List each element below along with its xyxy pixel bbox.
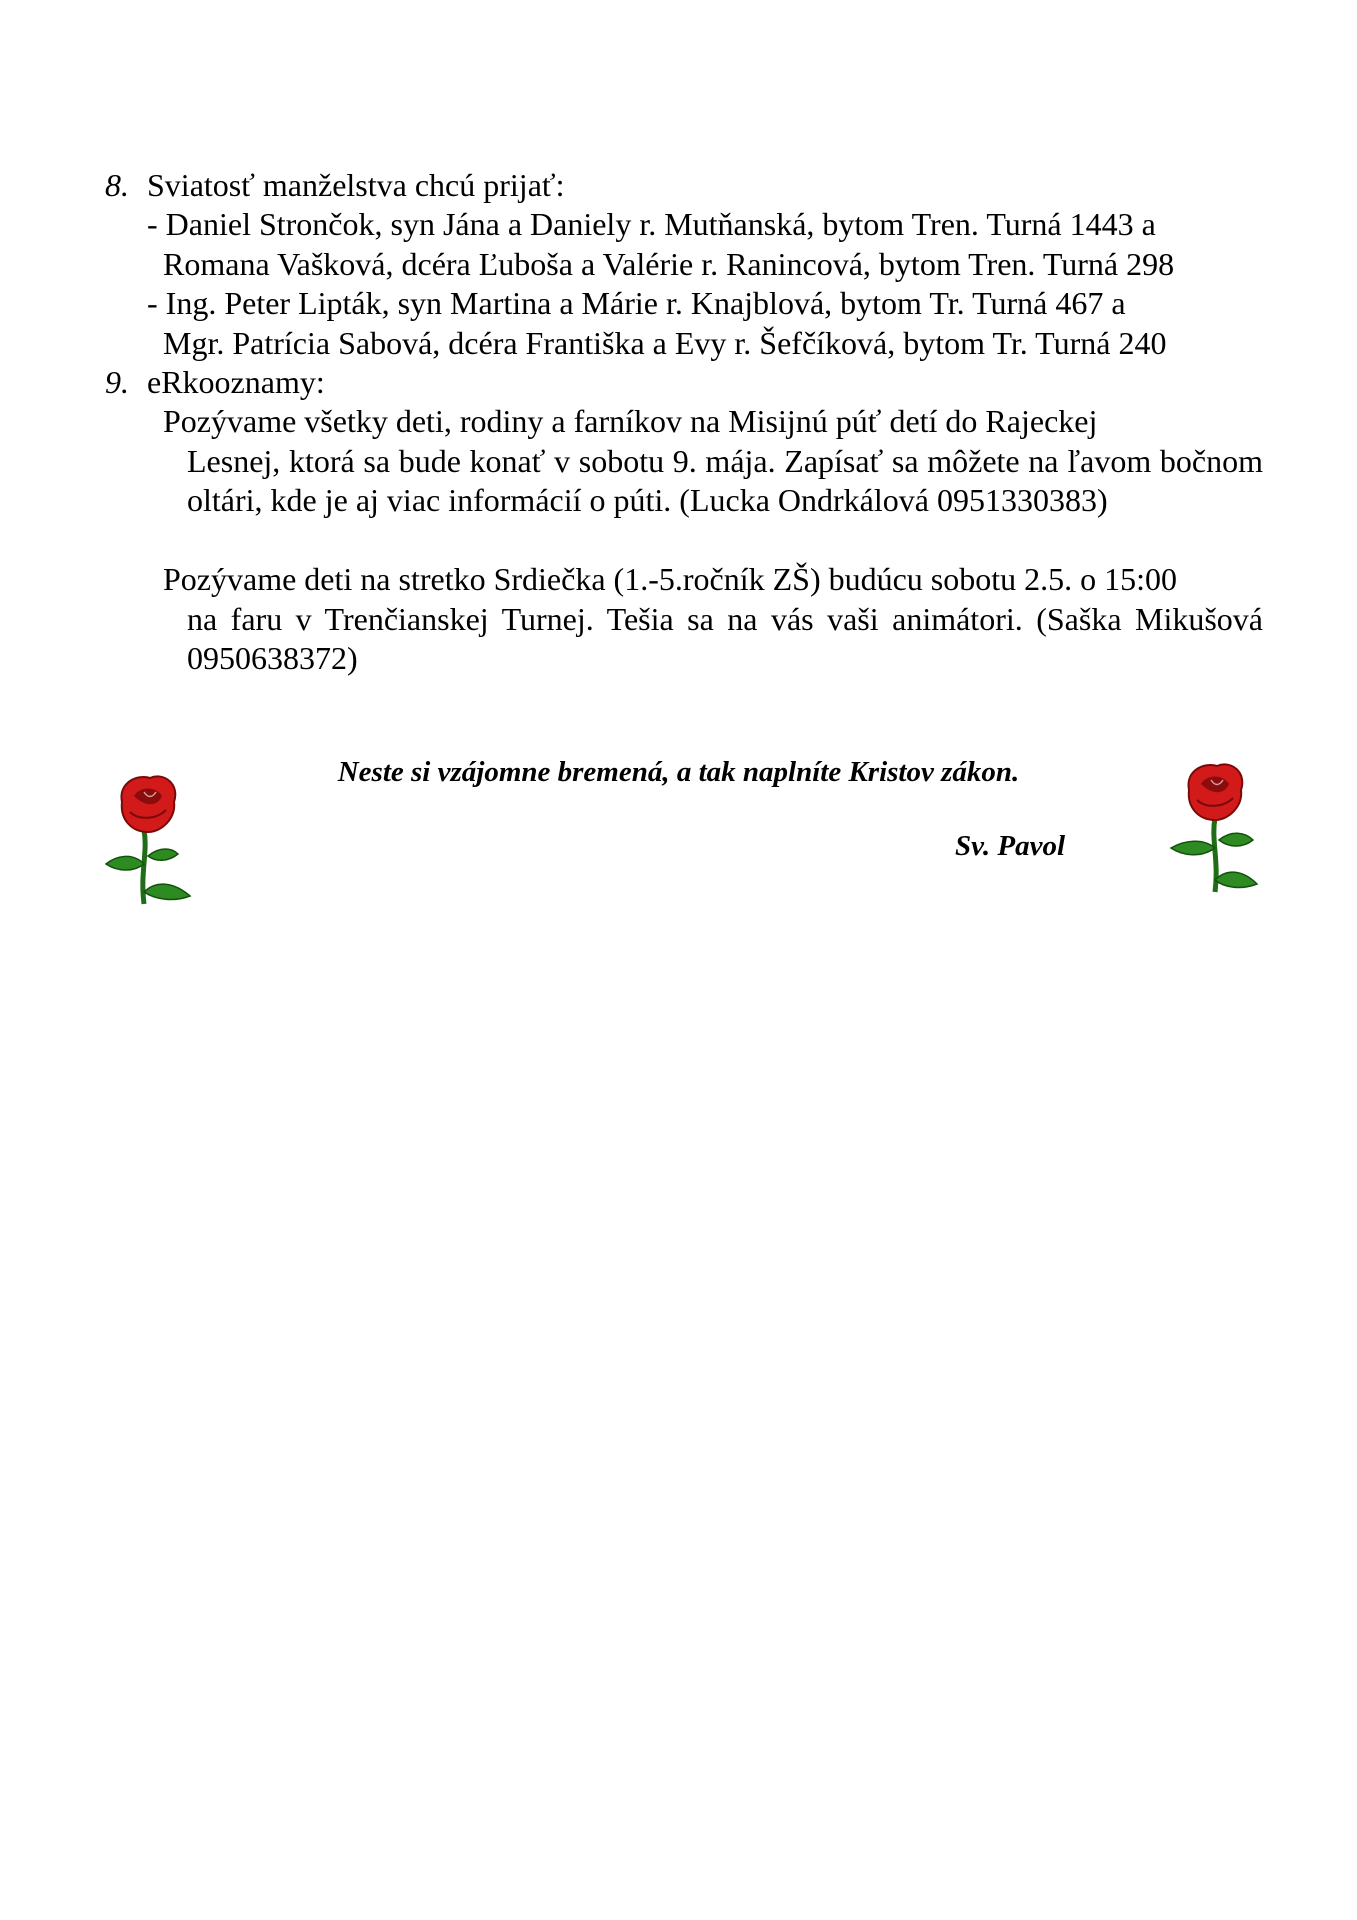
marriage-line-2: Romana Vašková, dcéra Ľuboša a Valérie r. Ranincová, bytom Tren. Turná 298: [163, 246, 1175, 282]
item-9-number: 9.: [105, 364, 129, 400]
item-8-number: 8.: [105, 167, 129, 203]
item-8-title: Sviatosť manželstva chcú prijať:: [147, 167, 565, 203]
marriage-line-1: - Daniel Strončok, syn Jána a Daniely r. Mutňanská, bytom Tren. Turná 1443 a: [147, 206, 1156, 242]
marriage-line-3: - Ing. Peter Lipták, syn Martina a Márie r. Knajblová, bytom Tr. Turná 467 a: [147, 285, 1126, 321]
announcement-paragraph: [163, 402, 1263, 521]
quote-author: Sv. Pavol: [955, 830, 1066, 862]
marriage-line-4: Mgr. Patrícia Sabová, dcéra Františka a Evy r. Šefčíková, bytom Tr. Turná 240: [163, 325, 1167, 361]
announcement-paragraph: [163, 560, 1263, 679]
rose-icon: [104, 772, 200, 910]
announcement-continuation: na faru v Trenčianskej Turnej. Tešia sa na vás vaši animátori. (Saška Mikušová 0950638372): [187, 600, 1263, 676]
item-9-heading: [105, 363, 325, 403]
announcement-first-line: Pozývame deti na stretko Srdiečka (1.-5.ročník ZŠ) budúcu sobotu 2.5. o 15:00: [163, 561, 1178, 597]
rose-icon: [1165, 760, 1261, 898]
item-9-title: eRkooznamy:: [147, 364, 325, 400]
closing-quote: Neste si vzájomne bremená, a tak naplníte Kristov zákon.: [337, 756, 1020, 788]
item-8-heading: [105, 166, 564, 206]
announcement-continuation: Lesnej, ktorá sa bude konať v sobotu 9. mája. Zapísať sa môžete na ľavom bočnom oltári, kde je aj viac informácií o púti. (Lucka Ondrkálová 0951330383): [187, 442, 1263, 518]
announcement-first-line: Pozývame všetky deti, rodiny a farníkov na Misijnú púť detí do Rajeckej: [163, 403, 1098, 439]
